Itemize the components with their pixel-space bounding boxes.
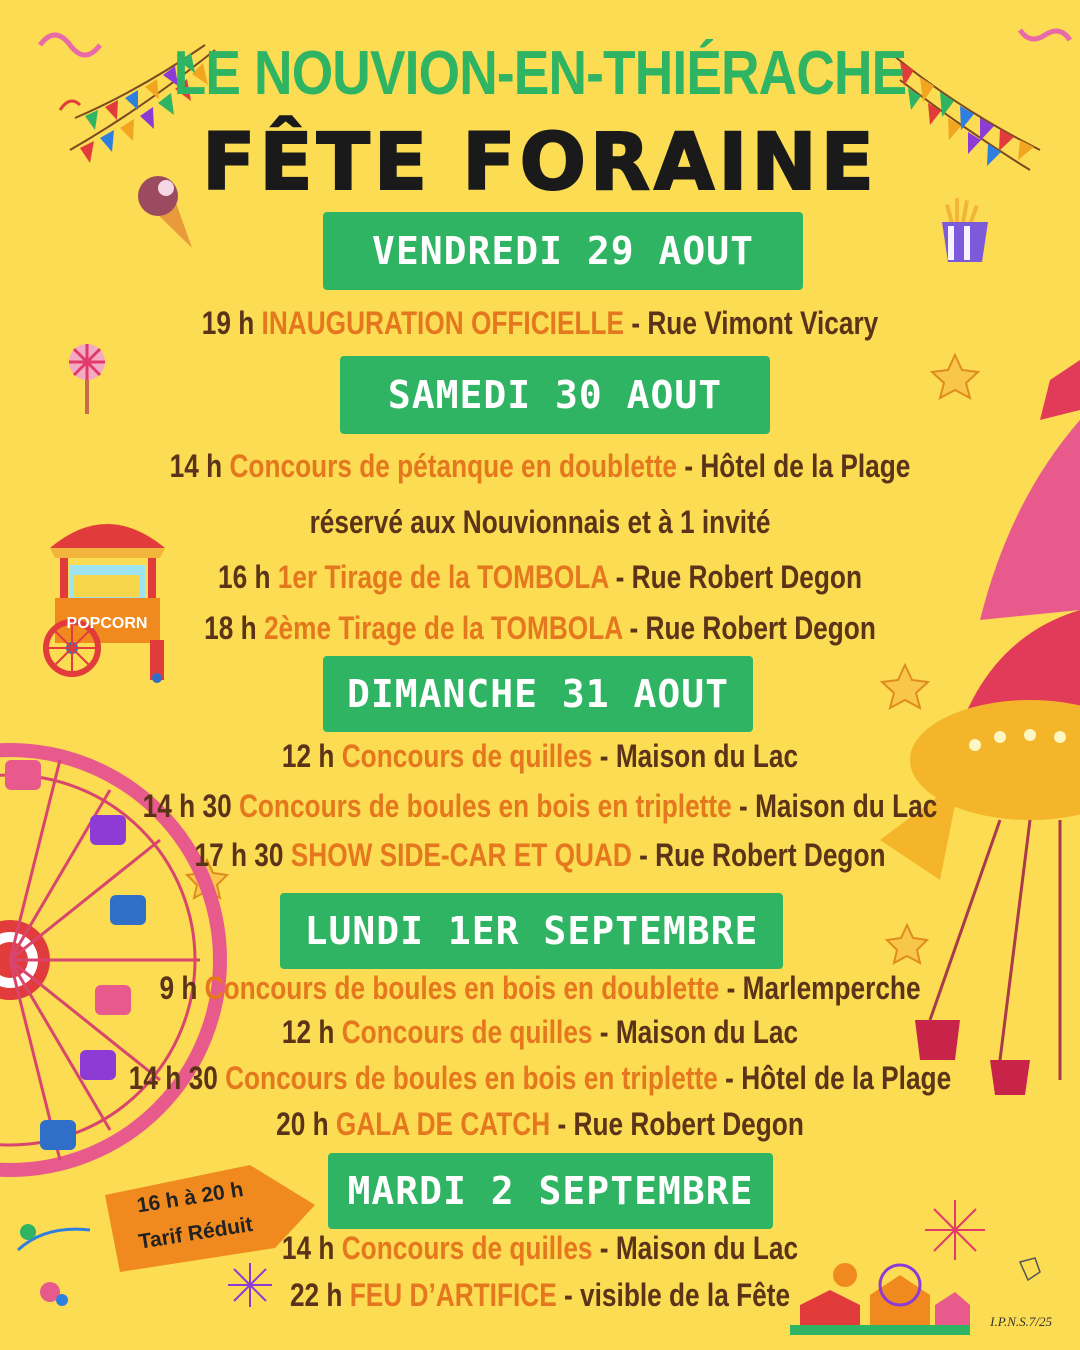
event-title: FÊTE FORAINE [202,118,878,208]
day-header-sunday: DIMANCHE 31 AOUT [323,656,753,732]
ipns-mention: I.P.N.S.7/25 [990,1314,1052,1329]
tarif-hours: 16 h à 20 h [135,1177,245,1218]
popcorn-cart-icon [46,524,165,683]
tarif-label: Tarif Réduit [137,1212,255,1254]
day-header-monday: LUNDI 1ER SEPTEMBRE [280,893,783,969]
event-line: 12 h Concours de quilles - Maison du Lac [281,1014,799,1050]
event-line: 16 h 1er Tirage de la TOMBOLA - Rue Robert Degon [218,559,862,595]
event-line: 14 h Concours de pétanque en doublette - Hôtel de la Plage [169,448,911,484]
event-line: 22 h FEU D’ARTIFICE - visible de la Fête [289,1277,791,1313]
event-line: 19 h INAUGURATION OFFICIELLE - Rue Vimont Vicary [201,305,879,341]
day-header-tuesday: MARDI 2 SEPTEMBRE [328,1153,773,1229]
popcorn-label: POPCORN [66,615,148,632]
event-line: 17 h 30 SHOW SIDE-CAR ET QUAD - Rue Robert Degon [194,837,886,873]
village-logo [18,1224,90,1250]
event-line: 14 h 30 Concours de boules en bois en triplette - Maison du Lac [142,788,938,824]
day-header-friday: VENDREDI 29 AOUT [323,212,803,290]
event-line: 12 h Concours de quilles - Maison du Lac [281,738,799,774]
day-header-saturday: SAMEDI 30 AOUT [340,356,770,434]
event-note: réservé aux Nouvionnais et à 1 invité [309,504,771,540]
event-line: 9 h Concours de boules en bois en doublette - Marlemperche [159,970,921,1006]
lollipop-icon [69,344,105,414]
event-line: 20 h GALA DE CATCH - Rue Robert Degon [276,1106,804,1142]
event-line: 14 h Concours de quilles - Maison du Lac [281,1230,799,1266]
event-line: 18 h 2ème Tirage de la TOMBOLA - Rue Robert Degon [204,610,876,646]
town-title: LE NOUVION-EN-THIÉRACHE [173,39,907,108]
comite-logo [40,1282,68,1306]
event-line: 14 h 30 Concours de boules en bois en triplette - Hôtel de la Plage [128,1060,952,1096]
fncof-logo [1020,1258,1040,1280]
